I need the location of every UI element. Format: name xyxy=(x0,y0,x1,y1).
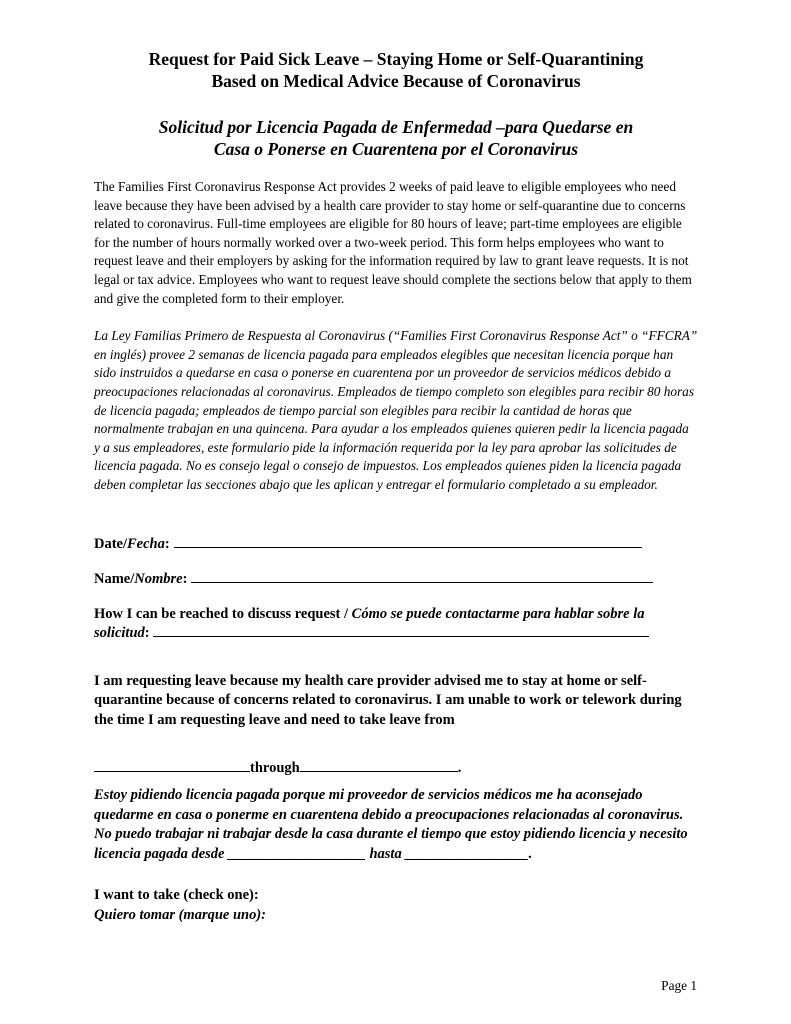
intro-english: The Families First Coronavirus Response Act provides 2 weeks of paid leave to eligible employees who need leave because they have been advised by a health care provider to stay home or self-quarantine due to concerns related to coronavirus. Full-time employees are eligible for 80 hours of leave; part-time employees are eligible for the number of hours normally worked over a two-week period. This form helps employees who want to request leave and their employers by asking for the information required by law to grant leave requests. It is not legal or tax advice. Employees who want to request leave should complete the sections below that apply to them and give the completed form to their employer. xyxy=(94,179,692,306)
request-statement-english: I am requesting leave because my health care provider advised me to stay at home or self-quarantine because of concerns related to coronavirus. I am unable to work or telework during the time I am requesting leave and need to take leave from xyxy=(94,672,682,728)
page-title xyxy=(94,48,698,92)
leave-start-line[interactable] xyxy=(94,770,250,772)
check-one-english: I want to take (check one): xyxy=(94,887,259,903)
title-line-2: Based on Medical Advice Because of Coronavirus xyxy=(211,71,581,91)
intro-spanish: La Ley Familias Primero de Respuesta al Coronavirus (“Families First Coronavirus Response Act” o “FFCRA” en inglés) provee 2 semanas de licencia pagada para empleados elegibles que necesitan licencia porque han sido instruidos a quedarse en casa o ponerse en cuarentena por un proveedor de servicios médicos debido a preocupaciones relacionadas al coronavirus. Empleados de tiempo completo son elegibles para recibir 80 horas de licencia pagada; empleados de tiempo parcial son elegibles para recibir la cantidad de horas que normalmente trabajan en una quincena. Para ayudar a los empleados quienes quieren pedir la licencia pagada y a sus empleadores, este formulario pide la información requerida por la ley para aprobar las solicitudes de licencia pagada. No es consejo legal o consejo de impuestos. Los empleados quienes piden la licencia pagada deben completar las secciones abajo que les aplican y entregar el formulario completado a su empleador. xyxy=(94,328,698,492)
name-label-en: Name/ xyxy=(94,570,135,587)
request-statement-spanish: Estoy pidiendo licencia pagada porque mi proveedor de servicios médicos me ha aconsejado quedarme en casa o ponerme en cuarentena debido a preocupaciones relacionadas al coronavirus. No puedo trabajar ni trabajar desde la casa durante el tiempo que estoy pidiendo licencia y necesito licencia pagada desde ___________________ hasta _________________. xyxy=(94,787,688,862)
name-field-row xyxy=(94,570,698,589)
contact-input-line[interactable] xyxy=(153,635,649,637)
name-label-es: Nombre xyxy=(134,570,183,587)
contact-field xyxy=(94,605,698,643)
date-input-line[interactable] xyxy=(174,546,642,548)
date-colon: : xyxy=(164,535,170,552)
leave-dates-row xyxy=(94,759,698,778)
form-page xyxy=(94,48,698,925)
check-one-heading xyxy=(94,886,698,925)
date-field-row xyxy=(94,535,698,554)
name-label xyxy=(94,570,187,589)
contact-label-es: Cómo se puede contactarme para hablar sobre la solicitud xyxy=(94,605,645,641)
date-label xyxy=(94,535,170,554)
through-label: through xyxy=(250,760,300,776)
contact-label-en: How I can be reached to discuss request / xyxy=(94,605,352,622)
date-label-es: Fecha xyxy=(127,535,165,552)
name-input-line[interactable] xyxy=(191,581,653,583)
date-label-en: Date/ xyxy=(94,535,128,552)
title-es-line-1: Solicitud por Licencia Pagada de Enfermedad –para Quedarse en xyxy=(158,117,634,137)
page-title-spanish xyxy=(94,116,698,160)
title-line-1: Request for Paid Sick Leave – Staying Home or Self-Quarantining xyxy=(148,49,644,69)
page-number: Page 1 xyxy=(661,978,697,993)
title-es-line-2: Casa o Ponerse en Cuarentena por el Coronavirus xyxy=(213,139,579,159)
leave-dates-period: . xyxy=(457,760,462,776)
leave-end-line[interactable] xyxy=(300,770,458,772)
check-one-spanish: Quiero tomar (marque uno): xyxy=(94,906,267,923)
name-colon: : xyxy=(182,570,188,587)
contact-colon: : xyxy=(144,624,150,641)
